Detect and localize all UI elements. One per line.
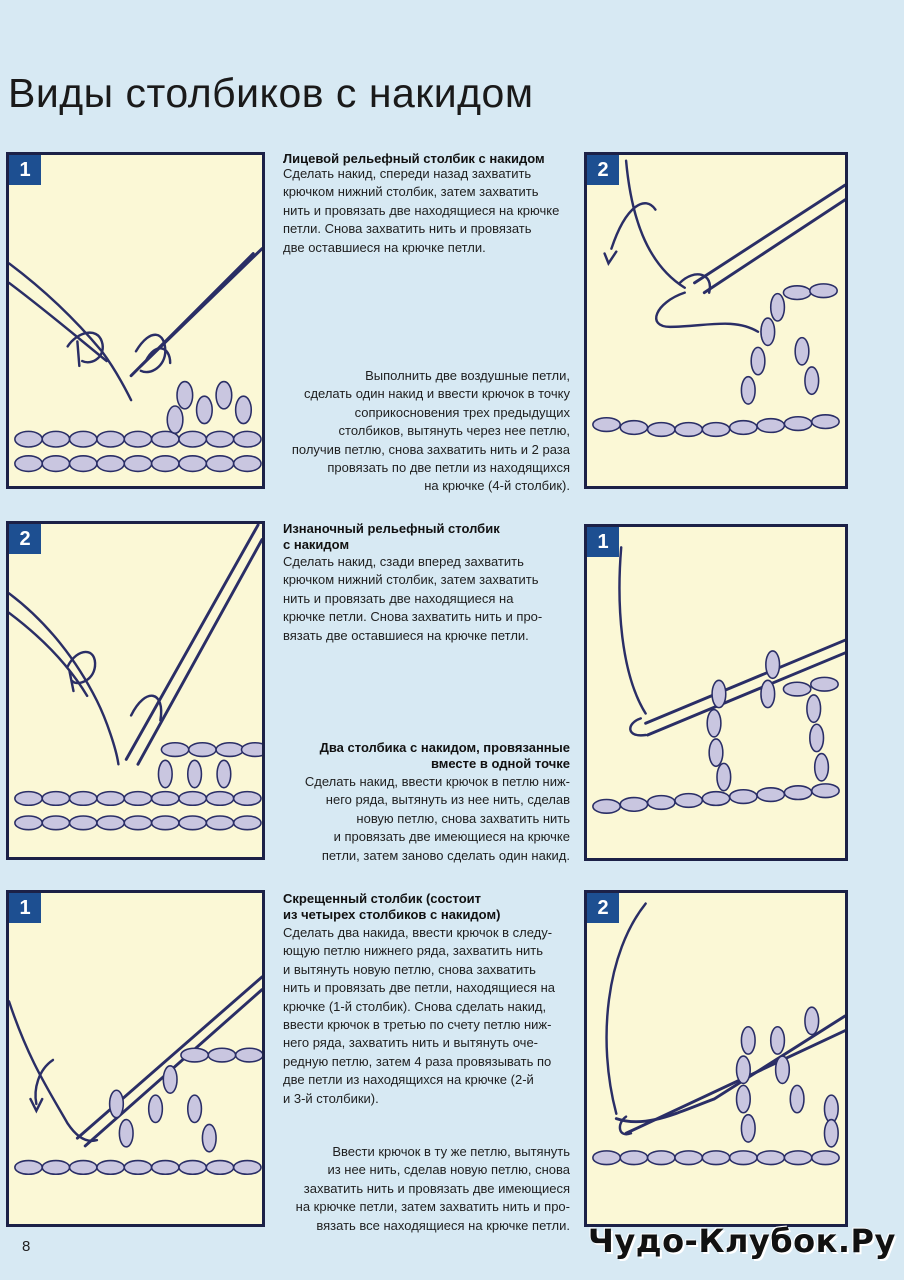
text-line: него ряда, захватить нить и вытянуть оче- (283, 1035, 539, 1051)
back-post-drawing (9, 524, 262, 857)
text-line: соприкосновения трех предыдущих (354, 404, 570, 420)
illustration-front-post-1 (6, 152, 265, 489)
crossed-2-drawing (587, 893, 845, 1224)
text-line: ввести крючок в третью по счету петлю ниж- (283, 1017, 552, 1033)
text-line: и 3-й столбики). (283, 1090, 379, 1106)
front-post-description (283, 165, 559, 257)
two-dc-drawing (587, 527, 845, 858)
step-number-badge: 2 (9, 524, 41, 554)
text-line: на крючке петли, затем захватить нить и про- (295, 1199, 570, 1215)
text-line: Ввести крючок в ту же петлю, вытянуть (332, 1144, 570, 1159)
heading-line: вместе в одной точке (430, 756, 570, 771)
text-line: петли. Снова захватить нить и провязать (283, 221, 532, 237)
text-line: захватить нить и провязать две имеющиеся (303, 1180, 570, 1196)
text-line: крючком нижний столбик, затем захватить (283, 572, 539, 588)
front-post-drawing (9, 155, 262, 486)
step-number-badge: 2 (587, 155, 619, 185)
step-number-badge: 1 (9, 893, 41, 923)
text-line: нить и провязать две находящиеся на (283, 590, 514, 606)
front-post-heading: Лицевой рельефный столбик с накидом (283, 151, 545, 166)
heading-line: Два столбика с накидом, провязанные (319, 740, 570, 755)
page-number: 8 (22, 1238, 31, 1255)
crossed-description (283, 924, 555, 1108)
text-line: него ряда, вытянуть из нее нить, сделав (325, 792, 570, 808)
text-line: столбиков, вытянуть через нее петлю, (338, 423, 570, 439)
text-line: получив петлю, снова захватить нить и 2 раза (291, 441, 570, 457)
text-line: ющую петлю нижнего ряда, захватить нить (283, 943, 544, 959)
chain-dc-description (292, 367, 570, 496)
step-number-badge: 1 (587, 527, 619, 557)
step-number-badge: 1 (9, 155, 41, 185)
crossed-end-description (296, 1143, 570, 1235)
text-line: крючком нижний столбик, затем захватить (283, 184, 539, 200)
back-post-heading (283, 521, 500, 553)
text-line: нить и провязать две находящиеся на крючке (283, 202, 560, 218)
text-line: крючке петли. Снова захватить нить и про- (283, 609, 543, 625)
heading-line: с накидом (283, 537, 350, 552)
page-title: Виды столбиков с накидом (8, 70, 534, 116)
text-line: нить и провязать две петли, находящиеся на (283, 980, 556, 996)
step-number-badge: 2 (587, 893, 619, 923)
text-line: Выполнить две воздушные петли, (365, 368, 570, 383)
heading-line: из четырех столбиков с накидом) (283, 907, 501, 922)
text-line: Сделать накид, ввести крючок в петлю ниж- (304, 774, 570, 789)
text-line: вязать две оставшиеся на крючке петли. (283, 627, 529, 643)
text-line: Сделать два накида, ввести крючок в следу- (283, 925, 553, 940)
crossed-heading (283, 891, 500, 923)
text-line: крючке (1-й столбик). Снова сделать накид, (283, 998, 547, 1014)
text-line: петли, затем заново сделать один накид. (321, 847, 570, 863)
crossed-1-drawing (9, 893, 262, 1224)
text-line: две петли из находящихся на крючке (2-й (283, 1072, 534, 1088)
text-line: редную петлю, затем 4 раза провязывать по (283, 1053, 552, 1069)
two-dc-description (305, 773, 570, 865)
illustration-crossed-2 (584, 890, 848, 1227)
watermark: Чудо-Клубок.Ру (588, 1222, 896, 1260)
chain-dc-drawing (587, 155, 845, 486)
text-line: сделать один накид и ввести крючок в точку (303, 386, 570, 402)
illustration-chain-dc-2 (584, 152, 848, 489)
text-line: вязать все находящиеся на крючке петли. (316, 1217, 570, 1233)
text-line: и вытянуть новую петлю, снова захватить (283, 961, 536, 977)
illustration-crossed-1 (6, 890, 265, 1227)
text-line: на крючке (4-й столбик). (424, 478, 570, 494)
back-post-description (283, 553, 542, 645)
heading-line: Изнаночный рельефный столбик (283, 521, 500, 536)
text-line: провязать по две петли из находящихся (327, 460, 570, 476)
illustration-two-dc-1 (584, 524, 848, 861)
text-line: новую петлю, снова захватить нить (356, 810, 570, 826)
text-line: и провязать две имеющиеся на крючке (333, 829, 570, 845)
text-line: Сделать накид, спереди назад захватить (283, 166, 532, 181)
heading-line: Скрещенный столбик (состоит (283, 891, 481, 906)
text-line: две оставшиеся на крючке петли. (283, 239, 486, 255)
illustration-back-post-2 (6, 521, 265, 860)
two-dc-heading (320, 740, 570, 772)
text-line: из нее нить, сделав новую петлю, снова (327, 1162, 570, 1178)
text-line: Сделать накид, сзади вперед захватить (283, 554, 524, 569)
